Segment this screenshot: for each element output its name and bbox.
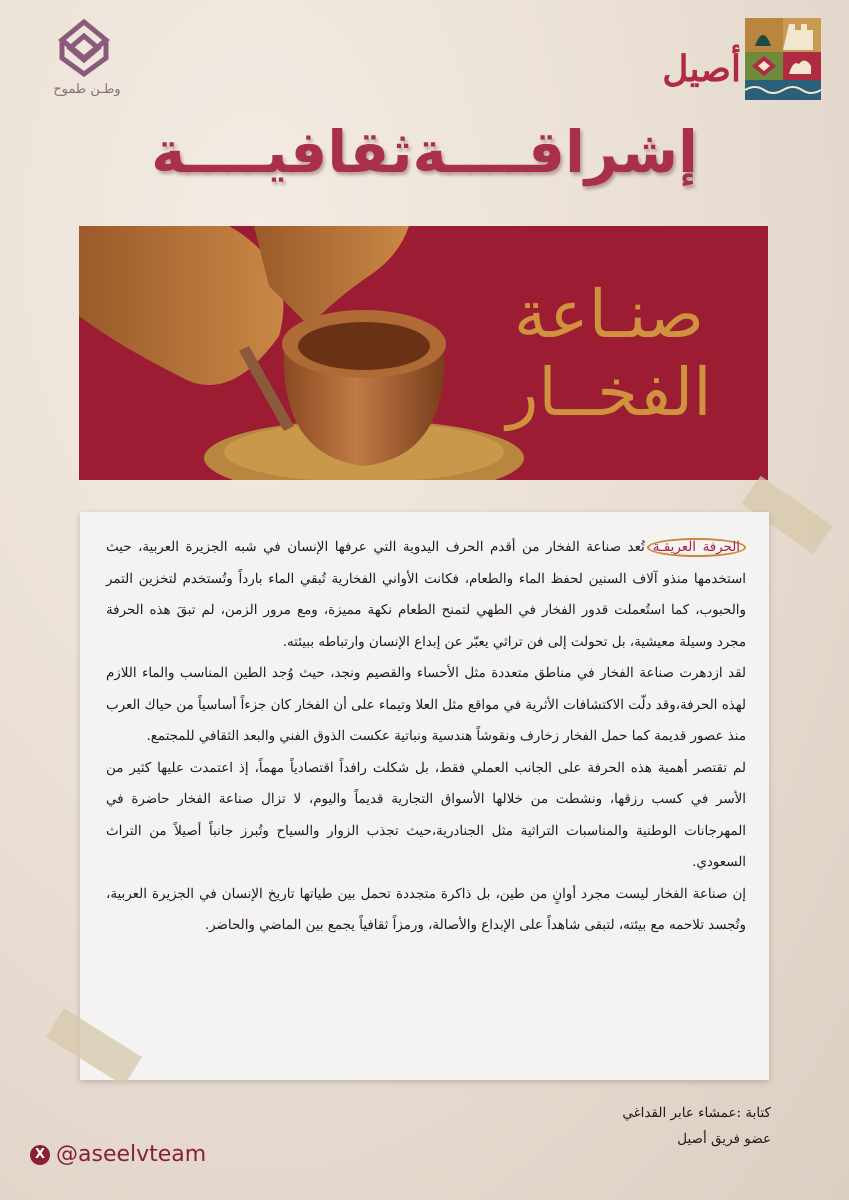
brand-logo (631, 18, 821, 100)
heritage-emblem-icon (745, 18, 821, 100)
article-paragraph-2: لقد ازدهرت صناعة الفخار في مناطق متعددة مثل الأحساء والقصيم ونجد، حيث وُجد الطين المناسب والماء اللازم لهذه الحرفة،وقد دلّت الاكتشافات الأثرية في مواقع مثل العلا وتيماء على أن الفخار كان جزءاً أساسياً من حياك العرب منذ عصور قديمة كما حمل الفخار زخارف ونقوشاً هندسية ونباتية عكست الذوق الفني والبعد الثقافي للمجتمع. (106, 666, 746, 744)
author-role: عضو فريق أصيل (677, 1131, 771, 1147)
paragraph-1-text: تُعد صناعة الفخار من أقدم الحرف اليدوية التي عرفها الإنسان في شبه الجزيرة العربية، حيث استخدمها منذو آلاف السنين لحفظ الماء والطعام، فكانت الأواني الفخارية تُبقي الماء بارداً وتُستخدم لتخزين التمر والحبوب، كما استُعملت قدور الفخار في الطهي لتمنح الطعام نكهة مميزة، ومع مرور الزمن، لم تبقَ هذه الحرفة مجرد وسيلة معيشية، بل تحولت إلى فن تراثي يعبّر عن إبداع الإنسان وارتباطه ببيئته. (106, 540, 746, 650)
lead-phrase: الحرفة العريقـة (647, 538, 746, 557)
banner-title-line1: صنـاعة (513, 276, 705, 353)
banner-title-line2: الفخــار (506, 354, 712, 431)
article-paragraph-3: لم تقتصر أهمية هذه الحرفة على الجانب العملي فقط، بل شكلت رافداً اقتصادياً مهماً، إذ اعتمدت عليها كثير من الأسر في كسب رزقها، ونشطت من خلالها الأسواق التجارية قديماً واليوم، لا تزال صناعة الفخار حاضرة في المهرجانات الوطنية والمناسبات التراثية مثل الجنادرية،حيث تجذب الزوار والسياح وتُبرز جانباً أصيلاً من التراث السعودي. (106, 760, 746, 870)
article-paragraph-4: إن صناعة الفخار ليست مجرد أوانٍ من طين، بل ذاكرة متجددة تحمل بين طياتها تاريخ الإنسان في الجزيرة العربية، وتُجسد تلاحمه مع بيئته، لتبقى شاهداً على الإبداع والأصالة، ورمزاً ثقافياً يجمع بين الماضي والحاضر. (106, 886, 746, 933)
vision-tagline: وطـن طموح (53, 82, 121, 97)
article-body (106, 532, 746, 942)
page-title: إشراقــــةثقافيــــة (151, 118, 698, 186)
brand-name: أصيل (662, 48, 741, 90)
article-paragraph-1 (106, 532, 746, 658)
social-handle[interactable]: @aseelvteam (56, 1142, 207, 1167)
author-credit (622, 1100, 771, 1152)
banner-title (484, 276, 734, 432)
vision-logo (28, 18, 138, 108)
pottery-banner (79, 226, 768, 480)
vision-emblem-icon (56, 18, 112, 78)
social-link[interactable] (30, 1142, 206, 1167)
x-logo-icon[interactable]: X (30, 1145, 50, 1165)
author-name: كتابة :عمشاء عابر القداغي (622, 1105, 771, 1121)
